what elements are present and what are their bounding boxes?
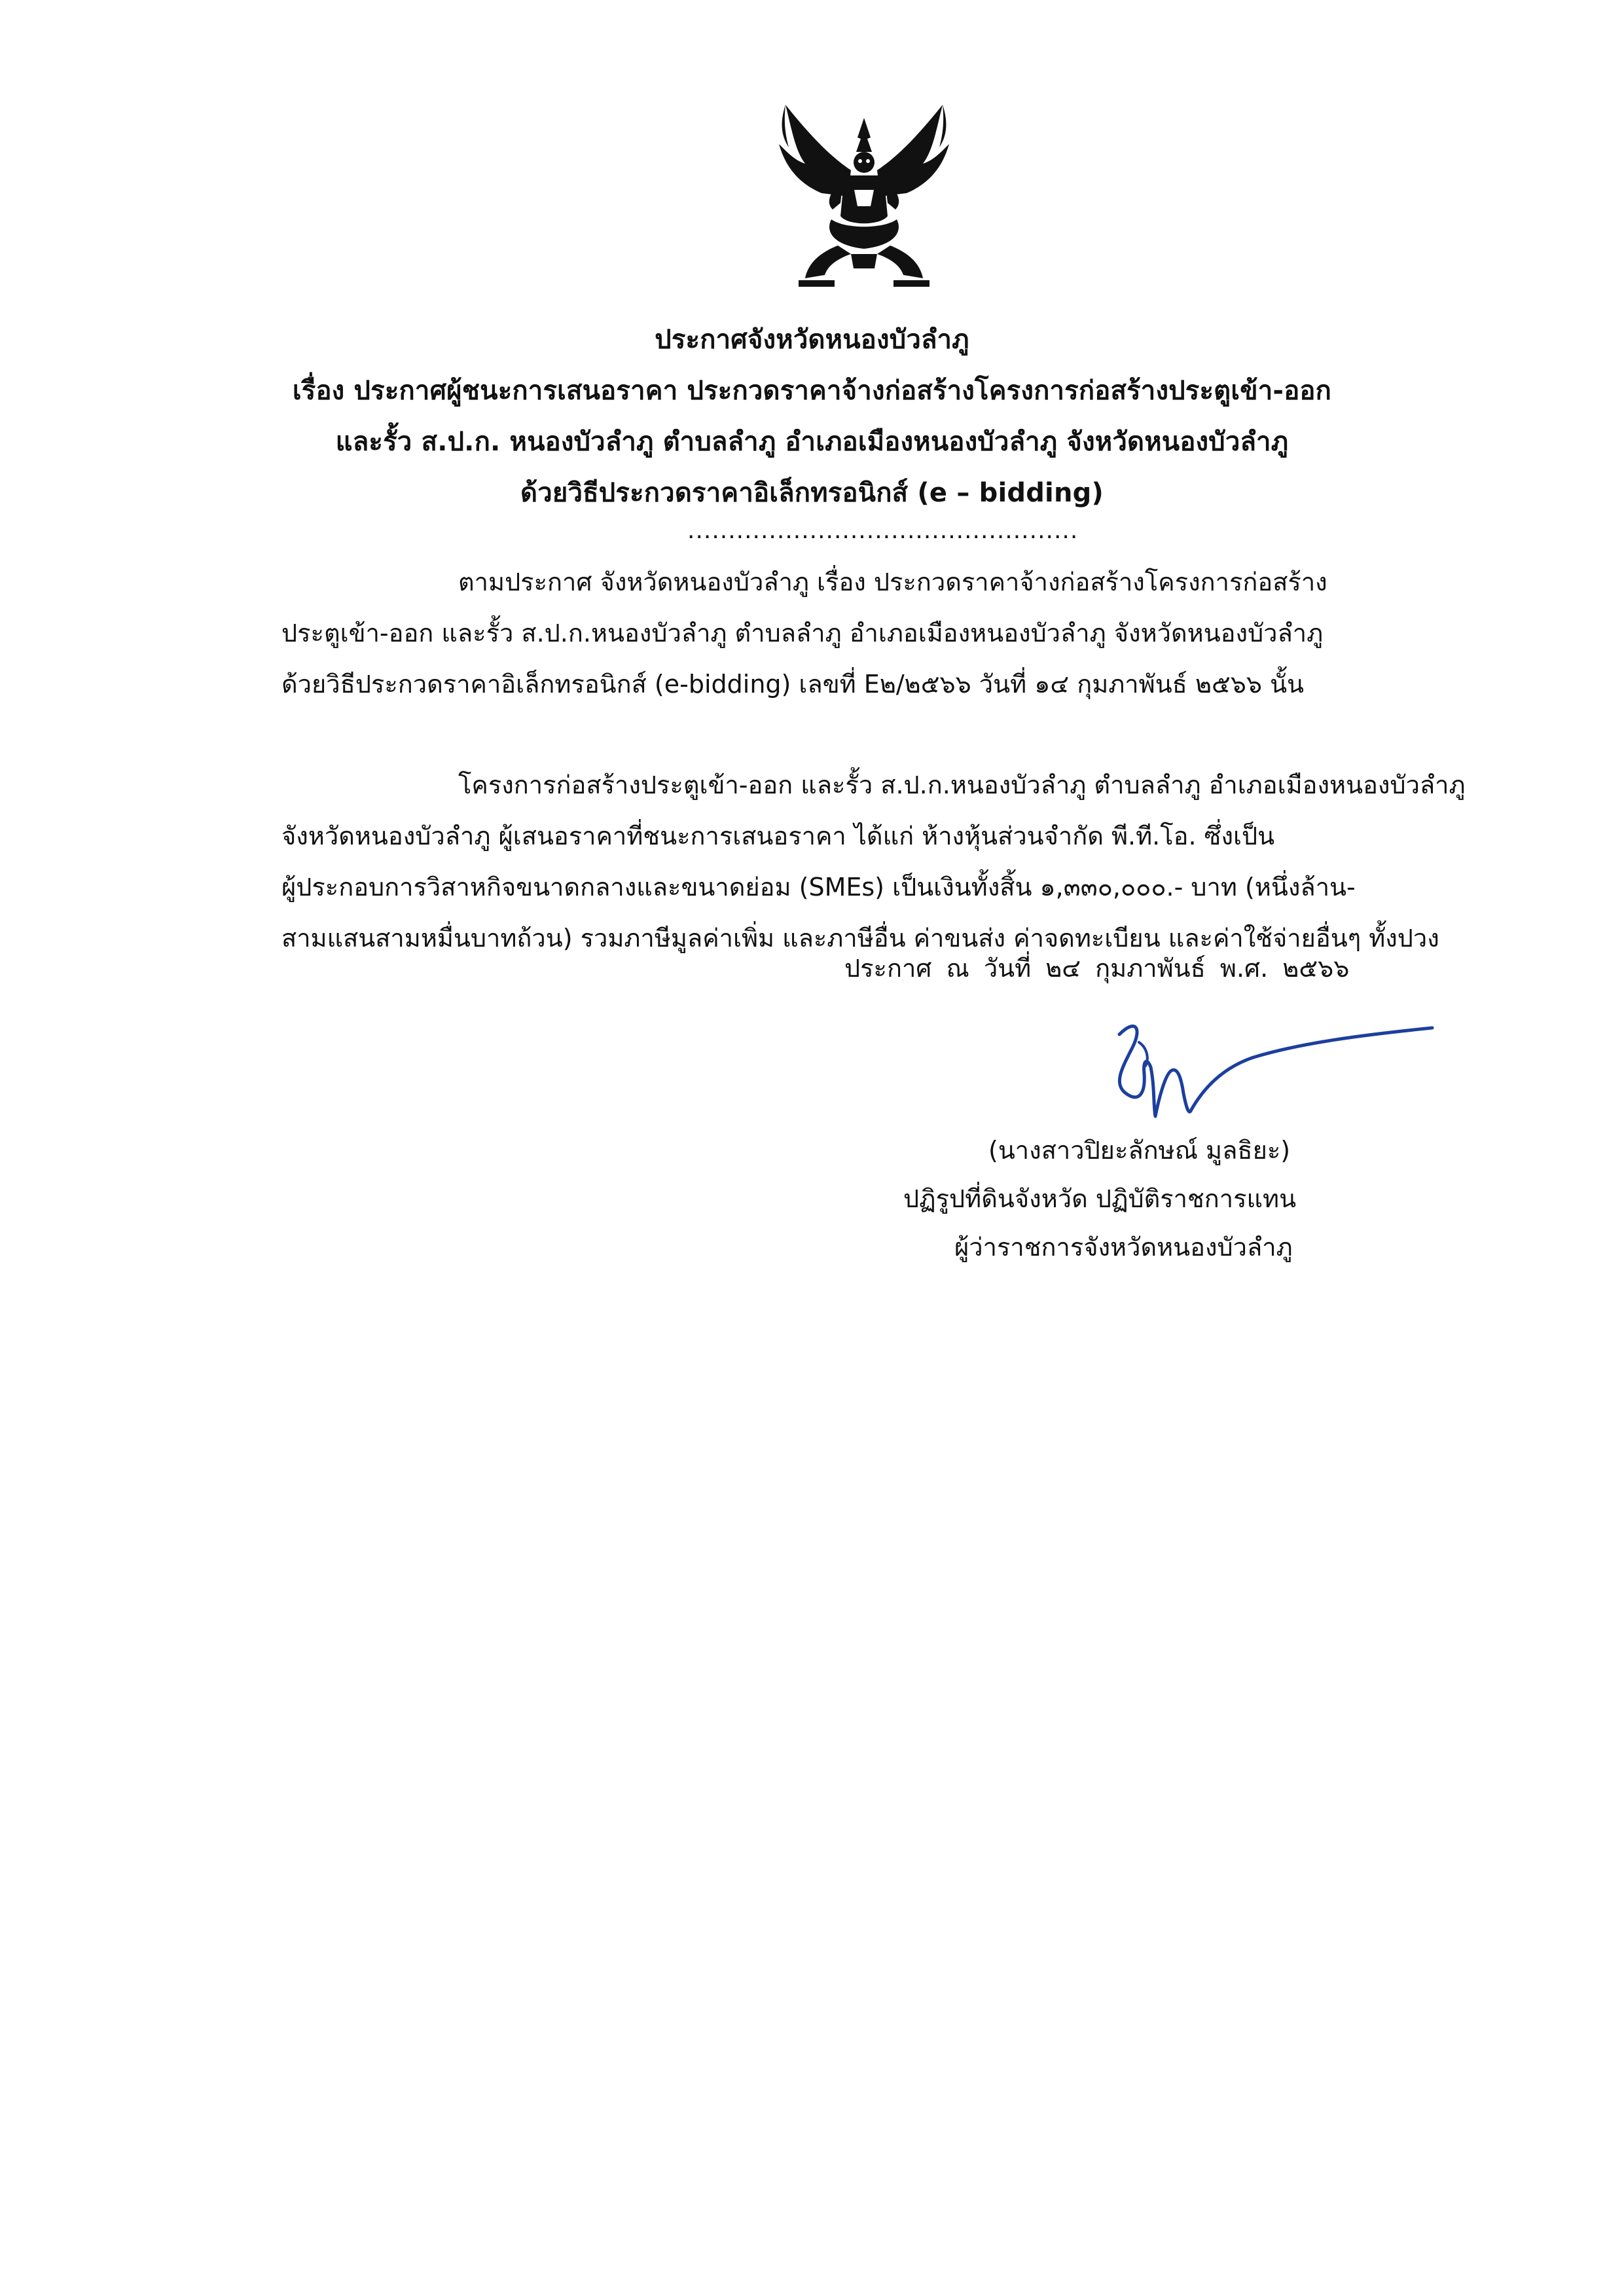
document-header (196, 314, 1428, 519)
paragraph-line: ด้วยวิธีประกวดราคาอิเล็กทรอนิกส์ (e-bidding) เลขที่ E๒/๒๕๖๖ วันที่ ๑๔ กุมภาพันธ์ ๒๕๖๖ นั้น (281, 670, 1305, 699)
body-paragraph-2 (281, 759, 1466, 964)
header-subject-line-3: ด้วยวิธีประกวดราคาอิเล็กทรอนิกส์ (e – bidding) (520, 478, 1104, 508)
paragraph-line: ผู้ประกอบการวิสาหกิจขนาดกลางและขนาดย่อม (SMEs) เป็นเงินทั้งสิ้น ๑,๓๓๐,๐๐๐.- บาท (หนึ่งล้าน- (281, 873, 1356, 902)
body-paragraph-1 (281, 556, 1440, 710)
signatory-acting-for: ผู้ว่าราชการจังหวัดหนองบัวลำภู (954, 1233, 1293, 1262)
garuda-emblem-icon (759, 92, 969, 301)
signatory-position: ปฏิรูปที่ดินจังหวัด ปฏิบัติราชการแทน (903, 1184, 1297, 1213)
dotted-divider: ................................................ (687, 517, 1079, 544)
paragraph-line: โครงการก่อสร้างประตูเข้า-ออก และรั้ว ส.ป.ก.หนองบัวลำภู ตำบลลำภู อำเภอเมืองหนองบัวลำภู (458, 771, 1466, 799)
paragraph-line: ประตูเข้า-ออก และรั้ว ส.ป.ก.หนองบัวลำภู ตำบลลำภู อำเภอเมืองหนองบัวลำภู จังหวัดหนองบัวลำภู (281, 619, 1324, 647)
signature-block (851, 1126, 1440, 1271)
paragraph-line: สามแสนสามหมื่นบาทถ้วน) รวมภาษีมูลค่าเพิ่ม และภาษีอื่น ค่าขนส่ง ค่าจดทะเบียน และค่าใช้จ่ายอื่นๆ ทั้งปวง (281, 924, 1439, 953)
paragraph-line: จังหวัดหนองบัวลำภู ผู้เสนอราคาที่ชนะการเสนอราคา ได้แก่ ห้างหุ้นส่วนจำกัด พี.ที.โอ. ซึ่งเป็น (281, 822, 1275, 850)
paragraph-line: ตามประกาศ จังหวัดหนองบัวลำภู เรื่อง ประกวดราคาจ้างก่อสร้างโครงการก่อสร้าง (458, 568, 1327, 596)
signatory-name: (นางสาวปิยะลักษณ์ มูลธิยะ) (988, 1136, 1291, 1165)
header-subject-line-2: และรั้ว ส.ป.ก. หนองบัวลำภู ตำบลลำภู อำเภอเมืองหนองบัวลำภู จังหวัดหนองบัวลำภู (335, 427, 1289, 457)
header-subject-line-1: เรื่อง ประกาศผู้ชนะการเสนอราคา ประกวดราคาจ้างก่อสร้างโครงการก่อสร้างประตูเข้า-ออก (292, 376, 1332, 406)
announcement-date: ประกาศ ณ วันที่ ๒๔ กุมภาพันธ์ พ.ศ. ๒๕๖๖ (844, 954, 1350, 983)
header-title: ประกาศจังหวัดหนองบัวลำภู (655, 325, 969, 355)
